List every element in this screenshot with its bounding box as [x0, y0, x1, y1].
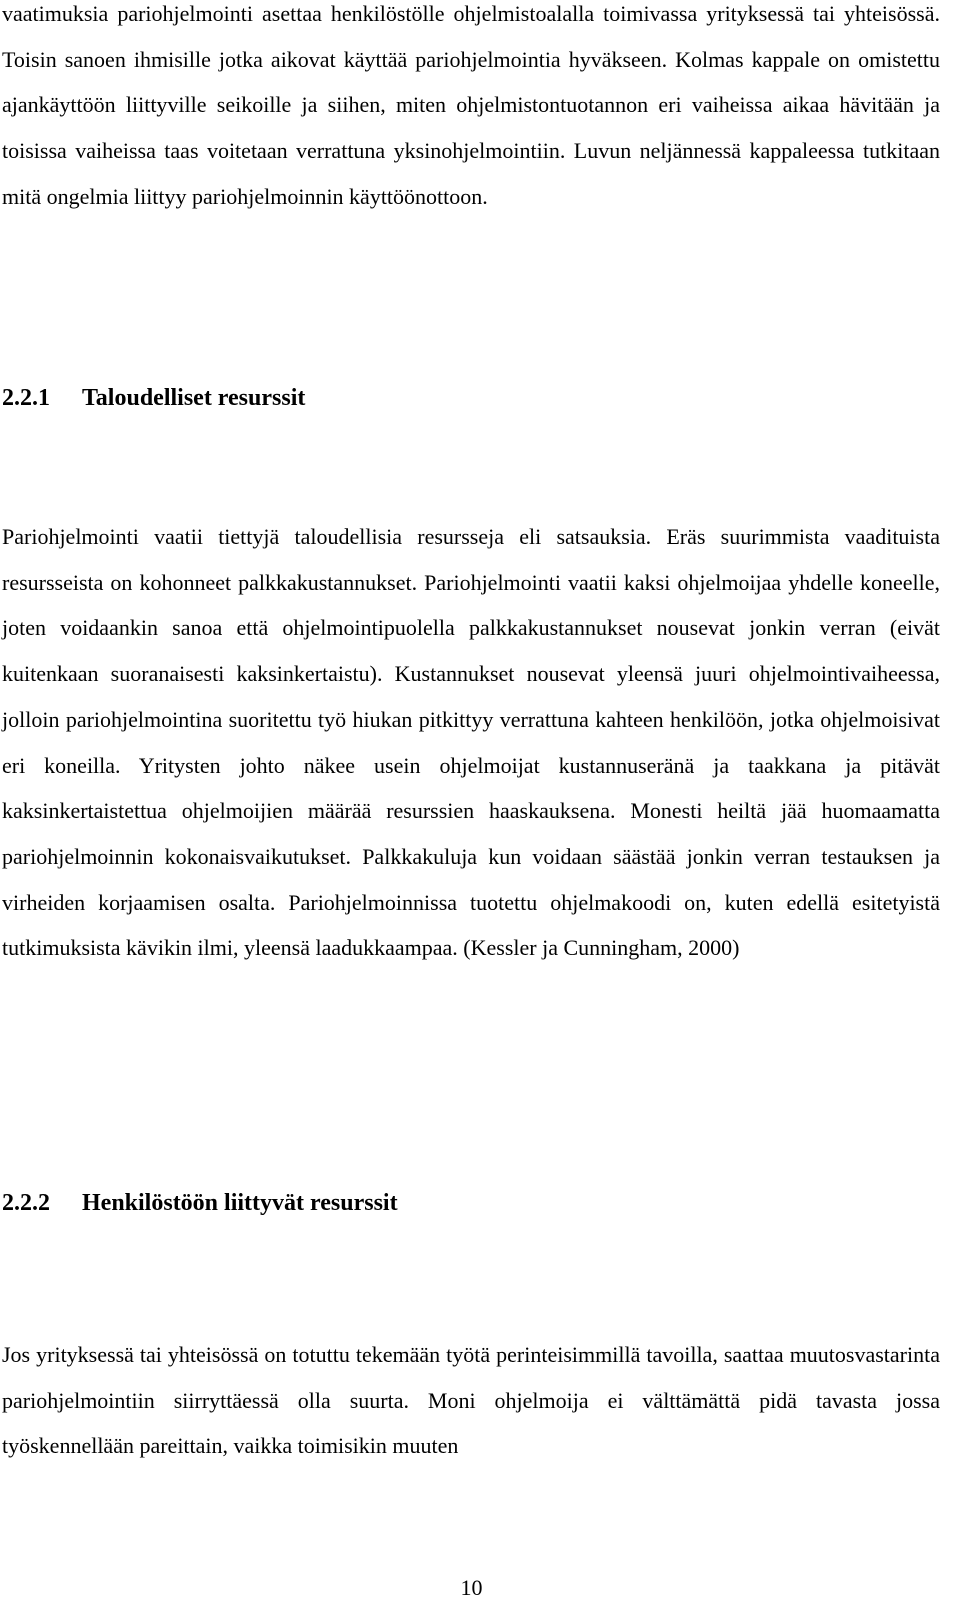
- section-heading-2-2-2: [2, 1188, 398, 1218]
- section-heading-2-2-1: [2, 383, 305, 413]
- intro-paragraph: vaatimuksia pariohjelmointi asettaa henkilöstölle ohjelmistoalalla toimivassa yrityksessä tai yhteisössä. Toisin sanoen ihmisille jotka aikovat käyttää pariohjelmointia hyväkseen. Kolmas kappale on omistettu ajankäyttöön liittyville seikoille ja siihen, miten ohjelmistontuotannon eri vaiheissa aikaa hävitään ja toisissa vaiheissa taas voitetaan verrattuna yksinohjelmointiin. Luvun neljännessä kappaleessa tutkitaan mitä ongelmia liittyy pariohjelmoinnin käyttöönottoon.: [2, 1, 940, 209]
- section-number: 2.2.2: [2, 1190, 50, 1216]
- section-title: Taloudelliset resurssit: [82, 385, 306, 411]
- section-title: Henkilöstöön liittyvät resurssit: [82, 1190, 398, 1216]
- section-2-2-1-paragraph: Pariohjelmointi vaatii tiettyjä taloudellisia resursseja eli satsauksia. Eräs suurimmista vaadituista resursseista on kohonneet palkkakustannukset. Pariohjelmointi vaatii kaksi ohjelmoijaa yhdelle koneelle, joten voidaankin sanoa että ohjelmointipuolella palkkakustannukset nousevat jonkin verran (eivät kuitenkaan suoranaisesti kaksinkertaistu). Kustannukset nousevat yleensä juuri ohjelmointivaiheessa, jolloin pariohjelmointina suoritettu työ hiukan pitkittyy verrattuna kahteen henkilöön, jotka ohjelmoisivat eri koneilla. Yritysten johto näkee usein ohjelmoijat kustannuseränä ja taakkana ja pitävät kaksinkertaistettua ohjelmoijien määrää resurssien haaskauksena. Monesti heiltä jää huomaamatta pariohjelmoinnin kokonaisvaikutukset. Palkkakuluja kun voidaan säästää jonkin verran testauksen ja virheiden korjaamisen osalta. Pariohjelmoinnissa tuotettu ohjelmakoodi on, kuten edellä esitetyistä tutkimuksista kävikin ilmi, yleensä laadukkaampaa. (Kessler ja Cunningham, 2000): [2, 524, 940, 961]
- section-2-2-2-paragraph: Jos yrityksessä tai yhteisössä on totuttu tekemään työtä perinteisimmillä tavoilla, saattaa muutosvastarinta pariohjelmointiin siirryttäessä olla suurta. Moni ohjelmoija ei välttämättä pidä tavasta jossa työskennellään pareittain, vaikka toimisikin muuten: [2, 1342, 940, 1459]
- page-number: 10: [460, 1575, 483, 1600]
- section-number: 2.2.1: [2, 385, 50, 411]
